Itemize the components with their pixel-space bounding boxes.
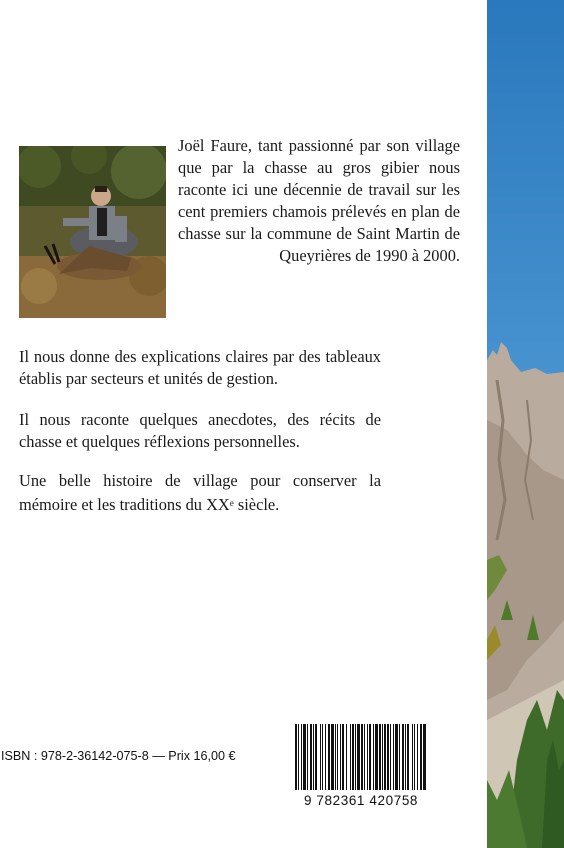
barcode-bar <box>301 724 302 790</box>
barcode-bar <box>346 724 347 790</box>
barcode-bar <box>393 724 394 790</box>
barcode-bar <box>310 724 312 790</box>
barcode-bar <box>384 724 386 790</box>
barcode-bar <box>337 724 338 790</box>
barcode-bar <box>325 724 326 790</box>
barcode-bar <box>373 724 374 790</box>
barcode-bar <box>364 724 365 790</box>
paragraph-3-main: Une belle histoire de village pour conserver la mémoire et les traditions du XX <box>19 471 381 514</box>
barcode-bar <box>315 724 317 790</box>
barcode-bar <box>307 724 308 790</box>
barcode-bar <box>390 724 391 790</box>
barcode-bar <box>387 724 389 790</box>
barcode-bar <box>399 724 400 790</box>
barcode-bar <box>298 724 299 790</box>
barcode-bar <box>331 724 334 790</box>
barcode-bar <box>405 724 406 790</box>
barcode-bar <box>379 724 381 790</box>
barcode-bar <box>355 724 356 790</box>
description-paragraph-1: Il nous donne des explications claires par des tableaux établis par secteurs et unités de gestion. <box>19 347 381 388</box>
barcode-bar <box>412 724 413 790</box>
barcode-bar <box>320 724 321 790</box>
barcode-bar <box>417 724 418 790</box>
author-photo <box>19 146 166 318</box>
barcode-bar <box>395 724 398 790</box>
barcode-bar <box>382 724 383 790</box>
barcode-bar <box>322 724 323 790</box>
barcode-bar <box>375 724 378 790</box>
paragraph-3-end: siècle. <box>233 495 280 514</box>
barcode-bar <box>357 724 360 790</box>
barcode-bar <box>313 724 314 790</box>
barcode-bar <box>369 724 371 790</box>
barcode-bar <box>340 724 341 790</box>
barcode-bar <box>367 724 368 790</box>
century-superscript: e <box>229 498 234 508</box>
barcode-bar <box>423 724 426 790</box>
barcode-bar <box>420 724 422 790</box>
barcode-bar <box>352 724 354 790</box>
barcode-bar <box>328 724 330 790</box>
barcode-bar <box>407 724 409 790</box>
barcode-bar <box>402 724 404 790</box>
author-bio: Joël Faure, tant passionné par son village que par la chasse au gros gibier nous raconte ici une décennie de travail sur les cent premiers chamois prélevés en plan de chasse sur la commune de Saint Martin de Queyrières de 1990 à 2000. <box>178 136 460 265</box>
barcode-bar <box>350 724 351 790</box>
description-paragraph-2: Il nous raconte quelques anecdotes, des récits de chasse et quelques réflexions personnelles. <box>19 410 381 451</box>
barcode-bar <box>361 724 363 790</box>
cover-mountain-image <box>487 0 564 848</box>
barcode-bar <box>414 724 415 790</box>
description-paragraph-3 <box>19 470 381 516</box>
barcode-bar <box>342 724 344 790</box>
barcode-digits: 9 782361 420758 <box>303 793 419 808</box>
barcode-bar <box>295 724 297 790</box>
isbn-price: ISBN : 978-2-36142-075-8 — Prix 16,00 € <box>1 749 236 763</box>
barcode-bar <box>335 724 336 790</box>
barcode-bar <box>303 724 306 790</box>
